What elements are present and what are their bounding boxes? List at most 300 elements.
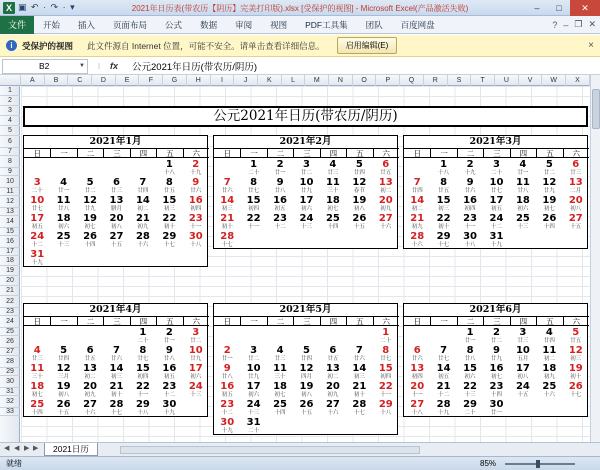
column-header[interactable]: N <box>329 75 353 86</box>
calendar-day[interactable]: 29 <box>436 231 451 242</box>
enable-editing-button[interactable]: 启用编辑(E) <box>337 37 398 54</box>
calendar-day[interactable] <box>50 327 76 338</box>
row-header[interactable]: 21 <box>0 286 20 296</box>
row-header[interactable]: 7 <box>0 148 20 156</box>
calendar-day[interactable]: 4 <box>545 327 553 338</box>
row-header[interactable]: 25 <box>0 328 20 336</box>
row-header[interactable]: 10 <box>0 176 20 188</box>
column-header[interactable]: U <box>495 75 519 86</box>
calendar-day[interactable]: 18 <box>30 381 45 392</box>
calendar-day[interactable] <box>267 417 293 428</box>
maximize-icon[interactable]: □ <box>556 3 562 13</box>
calendar-day[interactable]: 8 <box>440 177 448 188</box>
calendar-day[interactable]: 13 <box>325 363 340 374</box>
calendar-day[interactable]: 14 <box>135 195 150 206</box>
infobar-close-icon[interactable]: × <box>588 40 594 51</box>
calendar-day[interactable]: 19 <box>56 381 71 392</box>
calendar-day[interactable]: 2 <box>223 345 231 356</box>
tab-pdf-tools[interactable]: PDF工具集 <box>305 19 348 30</box>
calendar-day[interactable]: 3 <box>192 327 200 338</box>
calendar-day[interactable]: 6 <box>382 159 390 170</box>
excel-logo-icon[interactable]: X <box>3 2 15 14</box>
calendar-day[interactable]: 24 <box>30 231 45 242</box>
row-header[interactable]: 12 <box>0 196 20 208</box>
calendar-day[interactable]: 24 <box>188 381 203 392</box>
row-header[interactable]: 4 <box>0 116 20 126</box>
calendar-day[interactable]: 6 <box>413 345 421 356</box>
calendar-day[interactable]: 4 <box>519 159 527 170</box>
worksheet-grid[interactable] <box>0 75 590 442</box>
calendar-day[interactable] <box>346 417 372 428</box>
calendar-day[interactable]: 23 <box>463 213 478 224</box>
calendar-day[interactable] <box>50 249 76 260</box>
calendar-day[interactable]: 12 <box>83 195 98 206</box>
calendar-day[interactable]: 4 <box>60 177 68 188</box>
calendar-day[interactable]: 21 <box>220 213 235 224</box>
calendar-day[interactable]: 1 <box>382 327 390 338</box>
column-header[interactable]: C <box>68 75 92 86</box>
last-sheet-icon[interactable]: ▶ <box>33 445 39 452</box>
file-tab[interactable]: 文件 <box>0 16 34 34</box>
calendar-day[interactable]: 20 <box>83 381 98 392</box>
calendar-day[interactable]: 26 <box>299 399 314 410</box>
calendar-day[interactable]: 22 <box>162 213 177 224</box>
calendar-day[interactable]: 17 <box>515 363 530 374</box>
calendar-day[interactable]: 2 <box>493 327 500 338</box>
calendar-day[interactable]: 25 <box>56 231 71 242</box>
calendar-day[interactable]: 15 <box>246 195 261 206</box>
calendar-day[interactable] <box>346 231 372 242</box>
calendar-day[interactable]: 15 <box>463 363 478 374</box>
calendar-day[interactable]: 13 <box>378 177 393 188</box>
calendar-day[interactable]: 13 <box>568 177 583 188</box>
calendar-day[interactable]: 8 <box>250 177 258 188</box>
calendar-day[interactable]: 18 <box>273 381 288 392</box>
calendar-day[interactable]: 12 <box>352 177 367 188</box>
column-header[interactable]: E <box>116 75 140 86</box>
calendar-day[interactable]: 2 <box>165 327 173 338</box>
calendar-day[interactable]: 23 <box>273 213 288 224</box>
calendar-day[interactable]: 14 <box>436 363 451 374</box>
column-header[interactable]: G <box>163 75 187 86</box>
calendar-day[interactable] <box>77 327 103 338</box>
calendar-day[interactable]: 16 <box>188 195 203 206</box>
help-icon[interactable]: ? <box>552 19 558 30</box>
calendar-day[interactable]: 3 <box>303 159 310 170</box>
calendar-day[interactable]: 1 <box>165 159 173 170</box>
calendar-day[interactable] <box>563 399 589 410</box>
calendar-day[interactable]: 26 <box>56 399 71 410</box>
row-header[interactable]: 27 <box>0 348 20 356</box>
calendar-day[interactable]: 9 <box>192 177 200 188</box>
calendar-day[interactable]: 30 <box>463 231 478 242</box>
calendar-day[interactable]: 25 <box>30 399 45 410</box>
calendar-day[interactable]: 10 <box>188 345 203 356</box>
calendar-day[interactable]: 12 <box>542 177 557 188</box>
calendar-day[interactable]: 30 <box>188 231 203 242</box>
calendar-day[interactable]: 21 <box>352 381 367 392</box>
horizontal-scrollbar[interactable] <box>120 446 420 454</box>
calendar-day[interactable]: 2 <box>466 159 474 170</box>
calendar-day[interactable]: 28 <box>109 399 124 410</box>
calendar-day[interactable] <box>183 399 209 410</box>
calendar-day[interactable]: 27 <box>410 399 425 410</box>
calendar-day[interactable]: 30 <box>162 399 177 410</box>
calendar-day[interactable]: 3 <box>519 327 527 338</box>
calendar-day[interactable]: 24 <box>489 213 504 224</box>
calendar-day[interactable] <box>293 231 319 242</box>
tab-page-layout[interactable]: 页面布局 <box>113 19 148 30</box>
calendar-day[interactable]: 10 <box>489 177 504 188</box>
calendar-day[interactable]: 22 <box>463 381 478 392</box>
calendar-day[interactable] <box>103 327 129 338</box>
calendar-day[interactable] <box>267 231 293 242</box>
calendar-day[interactable]: 9 <box>165 345 173 356</box>
quick-access-toolbar[interactable]: ▣ ↶ · ↷ · ▾ <box>18 2 76 12</box>
row-header[interactable]: 14 <box>0 216 20 228</box>
calendar-day[interactable]: 1 <box>466 327 474 338</box>
calendar-day[interactable] <box>103 159 129 170</box>
calendar-day[interactable]: 31 <box>30 249 45 260</box>
column-header[interactable]: B <box>45 75 69 86</box>
calendar-day[interactable]: 3 <box>493 159 500 170</box>
calendar-day[interactable]: 6 <box>572 159 580 170</box>
calendar-day[interactable] <box>77 159 103 170</box>
calendar-day[interactable]: 27 <box>83 399 98 410</box>
calendar-day[interactable]: 17 <box>30 213 45 224</box>
calendar-day[interactable]: 5 <box>60 345 68 356</box>
calendar-day[interactable]: 19 <box>83 213 98 224</box>
calendar-day[interactable] <box>214 159 240 170</box>
calendar-day[interactable]: 17 <box>246 381 261 392</box>
row-header[interactable]: 26 <box>0 336 20 348</box>
column-header[interactable]: O <box>353 75 377 86</box>
calendar-day[interactable]: 6 <box>113 177 120 188</box>
calendar-day[interactable]: 29 <box>463 399 478 410</box>
column-header[interactable]: H <box>187 75 211 86</box>
calendar-day[interactable]: 20 <box>378 195 393 206</box>
row-header[interactable]: 13 <box>0 208 20 216</box>
calendar-day[interactable]: 22 <box>378 381 393 392</box>
formula-input[interactable]: 公元2021年日历(带农历/阴历) <box>132 62 258 73</box>
calendar-day[interactable]: 15 <box>162 195 177 206</box>
tab-baidu-netdisk[interactable]: 百度网盘 <box>400 19 435 30</box>
calendar-day[interactable]: 4 <box>33 345 41 356</box>
calendar-day[interactable]: 11 <box>30 363 45 374</box>
calendar-day[interactable]: 10 <box>246 363 261 374</box>
calendar-day[interactable] <box>24 159 50 170</box>
row-header[interactable]: 33 <box>0 408 20 416</box>
calendar-day[interactable]: 9 <box>466 177 474 188</box>
calendar-day[interactable] <box>536 399 562 410</box>
calendar-day[interactable]: 3 <box>250 345 258 356</box>
row-header[interactable]: 11 <box>0 188 20 196</box>
calendar-day[interactable] <box>536 231 562 242</box>
calendar-day[interactable]: 20 <box>568 195 583 206</box>
protected-view-message[interactable]: 此文件源自 Internet 位置，可能不安全。请单击查看详细信息。 <box>87 40 325 51</box>
calendar-day[interactable]: 17 <box>299 195 314 206</box>
row-header[interactable]: 9 <box>0 168 20 176</box>
calendar-day[interactable]: 26 <box>83 231 98 242</box>
calendar-day[interactable]: 21 <box>410 213 425 224</box>
calendar-day[interactable]: 28 <box>436 399 451 410</box>
calendar-day[interactable]: 20 <box>325 381 340 392</box>
calendar-day[interactable]: 11 <box>515 177 530 188</box>
calendar-day[interactable]: 31 <box>246 417 261 428</box>
calendar-day[interactable] <box>430 327 456 338</box>
calendar-day[interactable]: 8 <box>165 177 173 188</box>
row-header[interactable]: 2 <box>0 96 20 106</box>
calendar-day[interactable]: 12 <box>568 345 583 356</box>
row-header[interactable]: 23 <box>0 308 20 316</box>
column-header[interactable]: T <box>471 75 495 86</box>
calendar-day[interactable]: 28 <box>352 399 367 410</box>
calendar-day[interactable]: 10 <box>299 177 314 188</box>
calendar-day[interactable]: 5 <box>572 327 580 338</box>
calendar-day[interactable]: 14 <box>410 195 425 206</box>
row-header[interactable]: 22 <box>0 296 20 308</box>
calendar-day[interactable] <box>130 159 156 170</box>
row-header[interactable]: 17 <box>0 248 20 256</box>
calendar-day[interactable]: 8 <box>466 345 474 356</box>
row-header[interactable]: 16 <box>0 236 20 248</box>
column-header[interactable]: Q <box>400 75 424 86</box>
sheet-cells[interactable] <box>21 86 590 442</box>
calendar-day[interactable] <box>156 249 182 260</box>
first-sheet-icon[interactable]: ◀ <box>4 445 10 452</box>
calendar-day[interactable] <box>404 159 430 170</box>
row-header[interactable]: 6 <box>0 136 20 148</box>
calendar-day[interactable] <box>510 231 536 242</box>
name-box[interactable] <box>2 59 88 74</box>
scrollbar-thumb[interactable] <box>592 89 600 129</box>
close-icon[interactable]: ✕ <box>570 0 600 16</box>
calendar-day[interactable] <box>240 327 266 338</box>
calendar-day[interactable]: 14 <box>220 195 235 206</box>
calendar-day[interactable]: 7 <box>139 177 147 188</box>
tab-review[interactable]: 审阅 <box>235 19 253 30</box>
tab-home[interactable]: 开始 <box>43 19 61 30</box>
calendar-day[interactable]: 16 <box>162 363 177 374</box>
calendar-day[interactable]: 27 <box>109 231 124 242</box>
calendar-day[interactable]: 8 <box>382 345 390 356</box>
calendar-day[interactable]: 11 <box>56 195 71 206</box>
calendar-day[interactable]: 7 <box>440 345 448 356</box>
tab-insert[interactable]: 插入 <box>78 19 96 30</box>
calendar-day[interactable]: 28 <box>220 231 235 242</box>
calendar-day[interactable]: 23 <box>489 381 504 392</box>
column-header[interactable]: K <box>258 75 282 86</box>
zoom-slider-handle[interactable] <box>536 460 540 468</box>
calendar-day[interactable]: 10 <box>515 345 530 356</box>
restore-icon[interactable]: ❐ <box>574 19 583 29</box>
column-header[interactable]: F <box>140 75 164 86</box>
calendar-day[interactable]: 11 <box>325 177 340 188</box>
row-header[interactable]: 31 <box>0 388 20 396</box>
column-header[interactable]: J <box>234 75 258 86</box>
calendar-day[interactable]: 25 <box>515 213 530 224</box>
calendar-day[interactable]: 22 <box>436 213 451 224</box>
tab-view[interactable]: 视图 <box>270 19 288 30</box>
calendar-day[interactable] <box>320 231 346 242</box>
calendar-day[interactable]: 21 <box>135 213 150 224</box>
calendar-day[interactable]: 11 <box>273 363 288 374</box>
calendar-day[interactable]: 6 <box>329 345 337 356</box>
calendar-day[interactable]: 7 <box>223 177 231 188</box>
calendar-day[interactable]: 19 <box>568 363 583 374</box>
calendar-day[interactable]: 8 <box>139 345 147 356</box>
calendar-day[interactable]: 1 <box>139 327 147 338</box>
calendar-day[interactable]: 26 <box>352 213 367 224</box>
row-header[interactable]: 29 <box>0 368 20 376</box>
calendar-day[interactable]: 24 <box>299 213 314 224</box>
minimize-icon[interactable]: – <box>534 3 540 13</box>
calendar-day[interactable] <box>293 327 319 338</box>
calendar-day[interactable]: 13 <box>109 195 124 206</box>
row-header[interactable]: 30 <box>0 376 20 388</box>
calendar-day[interactable]: 16 <box>220 381 235 392</box>
calendar-day[interactable]: 15 <box>378 363 393 374</box>
calendar-day[interactable]: 12 <box>56 363 71 374</box>
calendar-day[interactable]: 15 <box>436 195 451 206</box>
calendar-day[interactable] <box>293 417 319 428</box>
column-header[interactable]: R <box>424 75 448 86</box>
calendar-day[interactable]: 27 <box>568 213 583 224</box>
calendar-day[interactable] <box>320 417 346 428</box>
calendar-day[interactable]: 18 <box>325 195 340 206</box>
row-header[interactable]: 32 <box>0 396 20 408</box>
zoom-slider[interactable] <box>505 463 575 465</box>
column-header[interactable]: A <box>21 75 45 86</box>
calendar-day[interactable] <box>183 249 209 260</box>
calendar-day[interactable]: 6 <box>86 345 94 356</box>
next-sheet-icon[interactable]: ▶ <box>24 445 30 452</box>
row-header[interactable]: 1 <box>0 86 20 96</box>
calendar-day[interactable]: 21 <box>436 381 451 392</box>
calendar-day[interactable]: 30 <box>220 417 235 428</box>
calendar-day[interactable]: 29 <box>378 399 393 410</box>
calendar-day[interactable]: 9 <box>493 345 500 356</box>
calendar-day[interactable] <box>510 399 536 410</box>
tab-team[interactable]: 团队 <box>365 19 383 30</box>
calendar-day[interactable]: 7 <box>113 345 120 356</box>
row-header[interactable]: 3 <box>0 106 20 116</box>
calendar-day[interactable]: 20 <box>109 213 124 224</box>
calendar-day[interactable]: 29 <box>162 231 177 242</box>
column-header[interactable]: S <box>448 75 472 86</box>
calendar-day[interactable]: 3 <box>33 177 41 188</box>
calendar-day[interactable]: 7 <box>413 177 421 188</box>
calendar-day[interactable]: 5 <box>86 177 94 188</box>
calendar-day[interactable]: 4 <box>276 345 284 356</box>
column-header[interactable]: L <box>282 75 306 86</box>
calendar-day[interactable]: 16 <box>273 195 288 206</box>
calendar-day[interactable]: 14 <box>352 363 367 374</box>
calendar-day[interactable]: 19 <box>299 381 314 392</box>
row-header[interactable]: 19 <box>0 266 20 276</box>
calendar-day[interactable]: 18 <box>56 213 71 224</box>
calendar-day[interactable]: 18 <box>542 363 557 374</box>
calendar-day[interactable]: 14 <box>109 363 124 374</box>
calendar-day[interactable] <box>130 249 156 260</box>
calendar-day[interactable]: 13 <box>83 363 98 374</box>
calendar-day[interactable] <box>77 249 103 260</box>
row-header[interactable]: 20 <box>0 276 20 286</box>
column-header[interactable]: W <box>542 75 566 86</box>
calendar-day[interactable]: 1 <box>250 159 258 170</box>
calendar-day[interactable]: 1 <box>440 159 448 170</box>
row-header[interactable]: 18 <box>0 256 20 266</box>
workbook-close-icon[interactable]: ✕ <box>588 19 596 29</box>
calendar-day[interactable] <box>404 327 430 338</box>
calendar-day[interactable]: 27 <box>325 399 340 410</box>
calendar-day[interactable] <box>320 327 346 338</box>
calendar-day[interactable]: 28 <box>410 231 425 242</box>
prev-sheet-icon[interactable]: ◀ <box>14 445 20 452</box>
calendar-day[interactable] <box>373 231 399 242</box>
row-header[interactable]: 24 <box>0 316 20 328</box>
calendar-day[interactable]: 16 <box>463 195 478 206</box>
calendar-day[interactable]: 26 <box>568 381 583 392</box>
calendar-day[interactable] <box>50 159 76 170</box>
row-header[interactable]: 8 <box>0 156 20 168</box>
calendar-day[interactable] <box>267 327 293 338</box>
select-all-corner[interactable] <box>0 75 21 86</box>
calendar-day[interactable]: 17 <box>188 363 203 374</box>
row-header[interactable]: 5 <box>0 126 20 136</box>
calendar-day[interactable]: 24 <box>515 381 530 392</box>
calendar-day[interactable]: 2 <box>192 159 200 170</box>
vertical-scrollbar[interactable] <box>590 75 600 442</box>
calendar-day[interactable]: 5 <box>355 159 363 170</box>
calendar-day[interactable]: 12 <box>299 363 314 374</box>
calendar-day[interactable] <box>103 249 129 260</box>
calendar-day[interactable]: 19 <box>352 195 367 206</box>
calendar-day[interactable]: 2 <box>276 159 284 170</box>
calendar-day[interactable]: 24 <box>246 399 261 410</box>
column-header[interactable]: X <box>566 75 590 86</box>
calendar-day[interactable] <box>214 327 240 338</box>
calendar-day[interactable]: 10 <box>30 195 45 206</box>
calendar-day[interactable]: 20 <box>410 381 425 392</box>
calendar-day[interactable] <box>563 231 589 242</box>
calendar-day[interactable]: 28 <box>135 231 150 242</box>
row-header[interactable]: 15 <box>0 228 20 236</box>
calendar-day[interactable]: 13 <box>410 363 425 374</box>
calendar-day[interactable]: 23 <box>188 213 203 224</box>
calendar-day[interactable]: 23 <box>162 381 177 392</box>
calendar-day[interactable]: 11 <box>542 345 557 356</box>
calendar-day[interactable]: 16 <box>489 363 504 374</box>
calendar-day[interactable]: 25 <box>273 399 288 410</box>
column-header[interactable]: M <box>305 75 329 86</box>
calendar-day[interactable]: 5 <box>545 159 553 170</box>
calendar-day[interactable]: 23 <box>220 399 235 410</box>
sheet-tab-2021[interactable]: 2021日历 <box>44 443 98 456</box>
chevron-down-icon[interactable]: ▼ <box>79 62 85 69</box>
tab-data[interactable]: 数据 <box>200 19 218 30</box>
calendar-day[interactable] <box>240 231 266 242</box>
zoom-level[interactable]: 85% <box>480 459 497 468</box>
calendar-day[interactable]: 4 <box>329 159 337 170</box>
calendar-day[interactable]: 25 <box>325 213 340 224</box>
calendar-day[interactable]: 30 <box>489 399 504 410</box>
calendar-day[interactable]: 26 <box>542 213 557 224</box>
calendar-day[interactable]: 9 <box>276 177 284 188</box>
calendar-day[interactable]: 22 <box>135 381 150 392</box>
column-header[interactable]: P <box>377 75 401 86</box>
calendar-day[interactable] <box>346 327 372 338</box>
